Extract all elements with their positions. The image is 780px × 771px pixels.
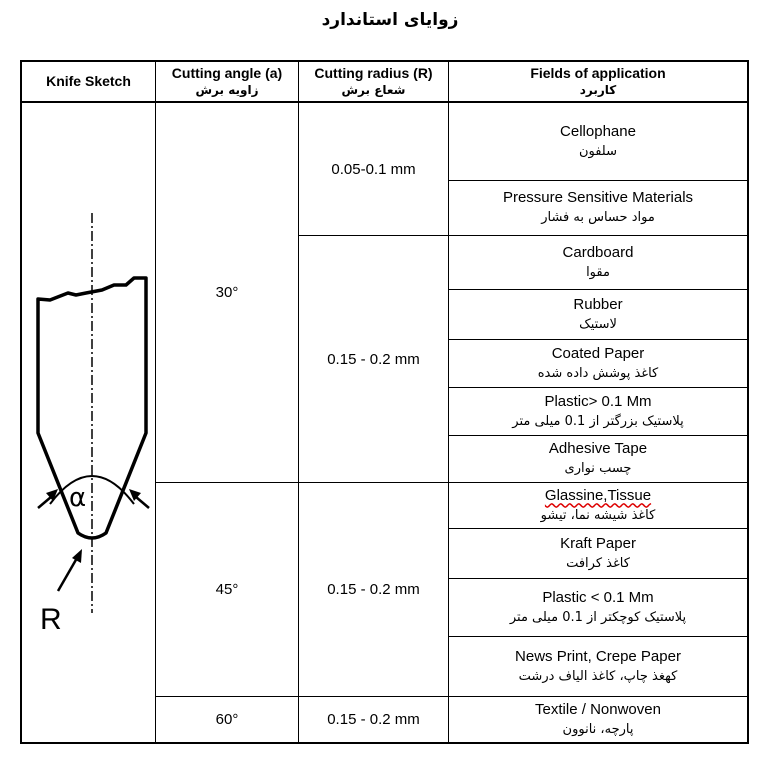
radius-value: 0.15 - 0.2 mm bbox=[327, 711, 420, 728]
knife-sketch bbox=[22, 103, 155, 742]
radius-cell bbox=[299, 483, 448, 696]
header-cutting-angle bbox=[156, 62, 298, 101]
app-name-fa: سلفون bbox=[578, 143, 618, 159]
angle-cell-45 bbox=[156, 483, 298, 696]
app-cell-plastic-thin bbox=[449, 579, 747, 636]
header-angle-fa: زاویه برش bbox=[195, 83, 259, 97]
app-name-en: Plastic> 0.1 Mm bbox=[544, 392, 652, 410]
app-cell-coated-paper bbox=[449, 340, 747, 387]
radius-value: 0.15 - 0.2 mm bbox=[327, 350, 420, 368]
table-border-bottom bbox=[20, 742, 749, 744]
header-fields bbox=[449, 62, 747, 101]
radius-value: 0.15 - 0.2 mm bbox=[327, 581, 420, 598]
app-cell-adhesive-tape bbox=[449, 436, 747, 482]
app-name-en: Kraft Paper bbox=[560, 534, 636, 552]
radius-cell bbox=[299, 236, 448, 482]
angle-cell-30 bbox=[156, 103, 298, 482]
header-fields-fa: کاربرد bbox=[579, 83, 617, 97]
alpha-label: α bbox=[69, 483, 87, 513]
app-name-fa: پلاستیک بزرگتر از 0.1 میلی متر bbox=[512, 413, 684, 429]
radius-arrow-shaft bbox=[58, 558, 77, 591]
page-title: زوایای استاندارد bbox=[321, 10, 459, 30]
app-name-en: Coated Paper bbox=[551, 344, 645, 362]
app-cell-cellophane bbox=[449, 103, 747, 180]
app-name-en: Pressure Sensitive Materials bbox=[502, 189, 694, 206]
app-name-fa: مواد حساس به فشار bbox=[541, 210, 655, 225]
app-name-en: Adhesive Tape bbox=[548, 440, 648, 457]
radius-arrowhead bbox=[72, 549, 82, 563]
app-name-fa: کاغذ کرافت bbox=[566, 555, 630, 571]
app-name-en: Glassine,Tissue bbox=[544, 486, 652, 504]
angles-table bbox=[20, 60, 749, 744]
app-name-fa: چسب نواری bbox=[564, 461, 632, 476]
header-radius-fa: شعاع برش bbox=[341, 83, 406, 97]
app-cell-cardboard bbox=[449, 236, 747, 289]
header-cutting-radius bbox=[299, 62, 448, 101]
app-name-en: Cellophane bbox=[560, 122, 636, 140]
radius-cell bbox=[299, 103, 448, 235]
app-name-en: Cardboard bbox=[562, 243, 634, 261]
app-cell-pressure-sensitive bbox=[449, 181, 747, 235]
app-name-fa: کاغذ شیشه نما، تیشو bbox=[540, 507, 656, 523]
app-name-en: News Print, Crepe Paper bbox=[515, 647, 681, 665]
header-fields-en: Fields of application bbox=[530, 65, 666, 81]
radius-cell bbox=[299, 697, 448, 742]
header-knife-sketch bbox=[22, 62, 155, 101]
app-cell-kraft bbox=[449, 529, 747, 578]
app-cell-rubber bbox=[449, 290, 747, 339]
app-name-fa: کاغذ پوشش داده شده bbox=[537, 365, 659, 381]
radius-value: 0.05-0.1 mm bbox=[331, 160, 416, 178]
header-angle-en: Cutting angle (a) bbox=[171, 65, 283, 81]
app-name-en: Plastic < 0.1 Mm bbox=[542, 588, 654, 606]
right-angle-arrow-shaft bbox=[136, 497, 149, 508]
header-sketch-label: Knife Sketch bbox=[46, 73, 131, 89]
app-cell-news-print bbox=[449, 637, 747, 696]
app-name-en: Textile / Nonwoven bbox=[535, 700, 661, 718]
app-cell-plastic-thick bbox=[449, 388, 747, 435]
r-label: R bbox=[40, 603, 62, 636]
app-name-fa: مقوا bbox=[586, 264, 610, 280]
app-name-fa: پلاستیک کوچکتر از 0.1 میلی متر bbox=[509, 609, 687, 625]
app-name-fa: کهغذ چاپ، کاغذ الیاف درشت bbox=[518, 668, 678, 684]
table-border-right bbox=[747, 60, 749, 744]
app-cell-glassine bbox=[449, 483, 747, 528]
app-cell-textile bbox=[449, 697, 747, 742]
app-name-fa: لاستیک bbox=[579, 316, 617, 332]
angle-value: 60° bbox=[215, 711, 239, 728]
left-angle-arrow-shaft bbox=[38, 497, 51, 508]
angle-value: 30° bbox=[215, 284, 239, 301]
angle-cell-60 bbox=[156, 697, 298, 742]
header-radius-en: Cutting radius (R) bbox=[314, 65, 433, 81]
angle-value: 45° bbox=[215, 581, 239, 598]
app-name-fa: پارچه، نانوون bbox=[562, 721, 634, 737]
app-name-en: Rubber bbox=[573, 295, 623, 313]
